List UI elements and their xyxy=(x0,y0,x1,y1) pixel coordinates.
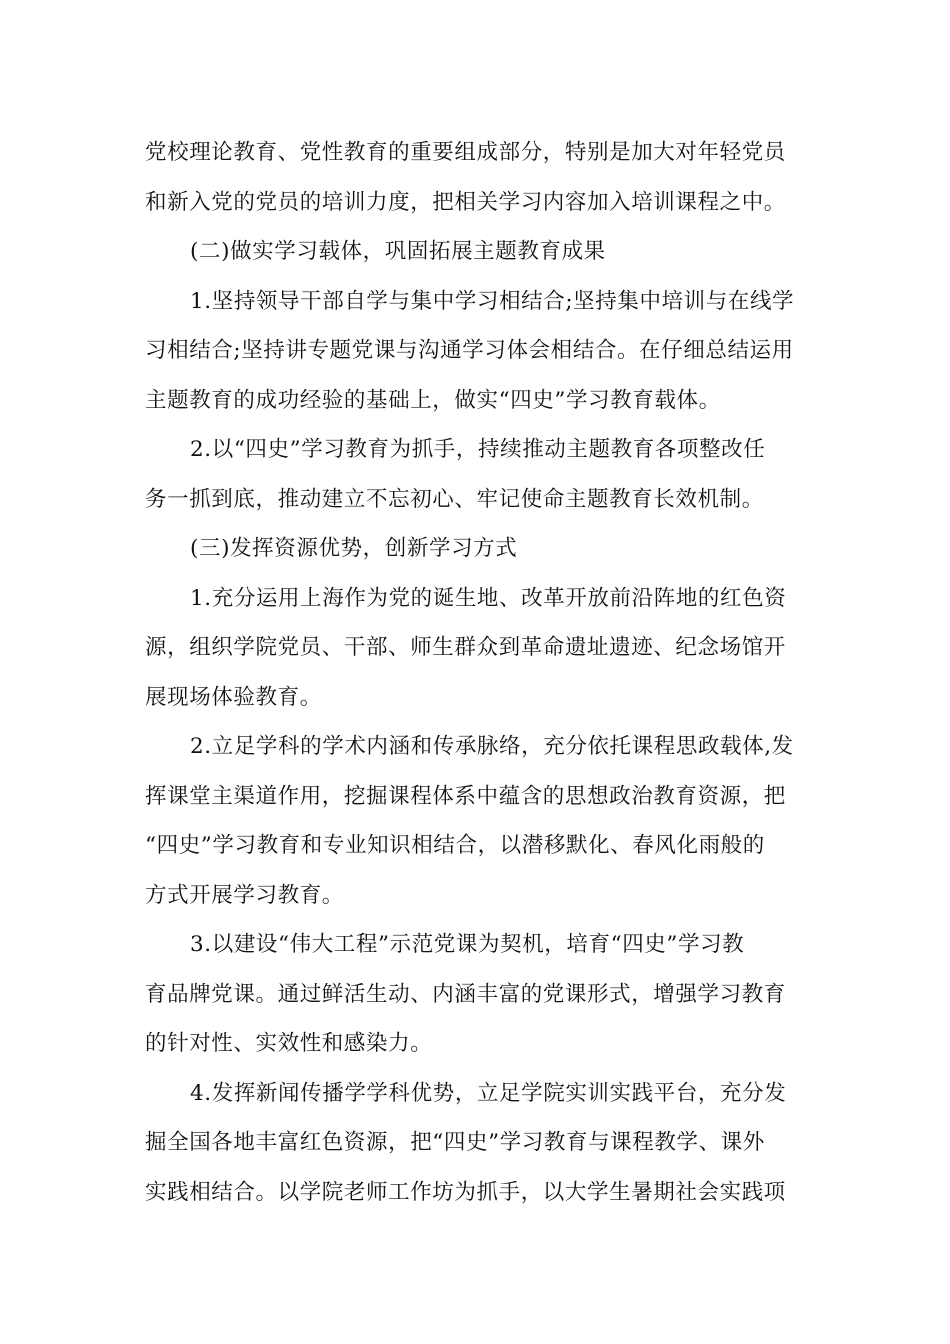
text-line: 2.以“四史”学习教育为抓手，持续推动主题教育各项整改任 xyxy=(190,437,766,462)
text-line: 展现场体验教育。 xyxy=(145,684,322,710)
text-line: 实践相结合。以学院老师工作坊为抓手，以大学生暑期社会实践项 xyxy=(145,1179,786,1205)
paragraph-2-2 xyxy=(145,425,805,524)
heading-line: (三)发挥资源优势，创新学习方式 xyxy=(190,536,518,561)
paragraph-3-1 xyxy=(145,574,805,723)
text-line: 习相结合;坚持讲专题党课与沟通学习体会相结合。在仔细总结运用 xyxy=(145,338,794,363)
document-body xyxy=(145,128,805,1217)
text-line: 和新入党的党员的培训力度，把相关学习内容加入培训课程之中。 xyxy=(145,189,786,215)
heading-line: (二)做实学习载体，巩固拓展主题教育成果 xyxy=(190,239,606,264)
paragraph-3-2 xyxy=(145,722,805,920)
section-heading-2 xyxy=(145,227,805,277)
text-line: 主题教育的成功经验的基础上，做实“四史”学习教育载体。 xyxy=(145,387,721,413)
paragraph-3-3 xyxy=(145,920,805,1069)
text-line: 务一抓到底，推动建立不忘初心、牢记使命主题教育长效机制。 xyxy=(145,486,764,512)
text-line: 方式开展学习教育。 xyxy=(145,882,344,908)
section-heading-3 xyxy=(145,524,805,574)
text-line: 源，组织学院党员、干部、师生群众到革命遗址遗迹、纪念场馆开 xyxy=(145,635,786,660)
text-line: “四史”学习教育和专业知识相结合，以潜移默化、春风化雨般的 xyxy=(145,833,765,858)
text-line: 2.立足学科的学术内涵和传承脉络，充分依托课程思政载体,发 xyxy=(190,734,794,759)
paragraph-1 xyxy=(145,128,805,227)
text-line: 育品牌党课。通过鲜活生动、内涵丰富的党课形式，增强学习教育 xyxy=(145,981,786,1007)
text-line: 4.发挥新闻传播学学科优势，立足学院实训实践平台，充分发 xyxy=(190,1080,787,1106)
text-line: 的针对性、实效性和感染力。 xyxy=(145,1031,433,1056)
text-line: 1.坚持领导干部自学与集中学习相结合;坚持集中培训与在线学 xyxy=(190,288,795,314)
paragraph-2-1 xyxy=(145,277,805,426)
paragraph-3-4 xyxy=(145,1069,805,1218)
text-line: 党校理论教育、党性教育的重要组成部分，特别是加大对年轻党员 xyxy=(145,140,786,165)
text-line: 3.以建设“伟大工程”示范党课为契机，培育“四史”学习教 xyxy=(190,932,745,957)
text-line: 掘全国各地丰富红色资源，把“四史”学习教育与课程教学、课外 xyxy=(145,1130,765,1155)
text-line: 挥课堂主渠道作用，挖掘课程体系中蕴含的思想政治教育资源，把 xyxy=(145,783,786,809)
text-line: 1.充分运用上海作为党的诞生地、改革开放前沿阵地的红色资 xyxy=(190,585,787,611)
